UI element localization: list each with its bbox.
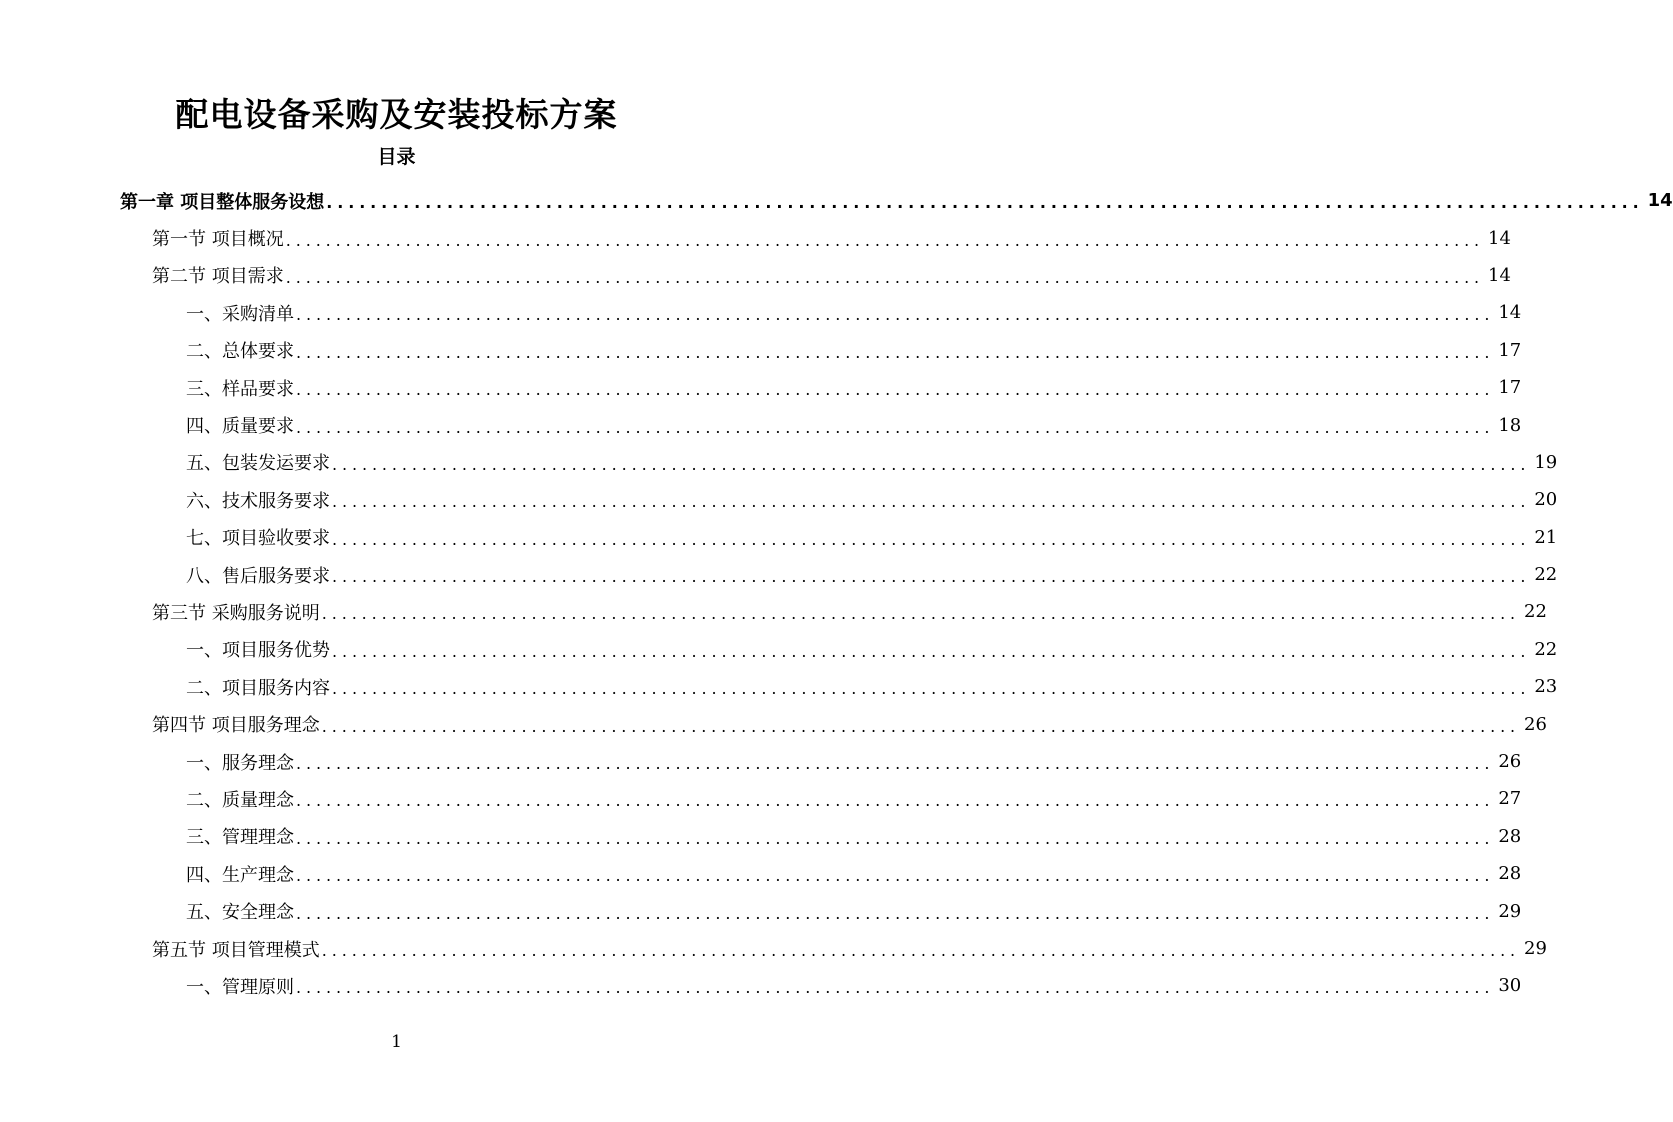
toc-entry[interactable] bbox=[0, 855, 1522, 892]
toc-entry-page: 29 bbox=[1498, 900, 1522, 922]
document-title: 配电设备采购及安装投标方案 bbox=[175, 95, 618, 134]
toc-dot-leader: ........................................................................................................................ bbox=[296, 828, 1495, 848]
toc-entry[interactable] bbox=[0, 332, 1522, 369]
toc-dot-leader: ........................................................................................................................ bbox=[296, 866, 1495, 886]
toc-dot-leader: ........................................................................................................................ bbox=[296, 417, 1495, 437]
toc-entry[interactable] bbox=[0, 444, 1558, 481]
toc-entry-label: 一、管理原则 bbox=[186, 973, 296, 999]
toc-entry[interactable] bbox=[0, 182, 1673, 219]
toc-entry-page: 14 bbox=[1488, 227, 1511, 249]
toc-entry-label: 一、采购清单 bbox=[186, 300, 296, 326]
toc-dot-leader: ........................................................................................................................ bbox=[332, 641, 1531, 661]
toc-entry[interactable] bbox=[0, 780, 1522, 817]
toc-dot-leader: ........................................................................................................................ bbox=[296, 380, 1495, 400]
toc-dot-leader: ........................................................................................................................ bbox=[285, 267, 1485, 287]
toc-entry-page: 26 bbox=[1498, 751, 1522, 773]
toc-entry-label: 三、管理理念 bbox=[186, 823, 296, 849]
toc-entry-label: 五、包装发运要求 bbox=[186, 449, 332, 475]
toc-entry-label: 第三节 采购服务说明 bbox=[152, 599, 322, 625]
toc-dot-leader: ........................................................................................................................ bbox=[296, 791, 1495, 811]
toc-entry[interactable] bbox=[0, 519, 1558, 556]
toc-entry-label: 六、技术服务要求 bbox=[186, 487, 332, 513]
toc-entry-page: 22 bbox=[1534, 638, 1558, 660]
toc-entry-page: 27 bbox=[1498, 788, 1522, 810]
toc-entry[interactable] bbox=[0, 705, 1547, 742]
toc-dot-leader: ........................................................................................................................ bbox=[332, 679, 1531, 699]
toc-entry[interactable] bbox=[0, 818, 1522, 855]
toc-entry-page: 22 bbox=[1524, 601, 1547, 623]
toc-dot-leader: ........................................................................................................................ bbox=[332, 567, 1531, 587]
toc-entry[interactable] bbox=[0, 892, 1522, 929]
toc-entry-label: 第一章 项目整体服务设想 bbox=[120, 188, 326, 214]
toc-dot-leader: ........................................................................................................................ bbox=[296, 342, 1495, 362]
toc-dot-leader: ........................................................................................................................ bbox=[326, 193, 1644, 213]
toc-entry-page: 17 bbox=[1498, 339, 1522, 361]
toc-entry-label: 第二节 项目需求 bbox=[152, 262, 286, 288]
toc-entry[interactable] bbox=[0, 668, 1558, 705]
toc-entry-page: 20 bbox=[1534, 489, 1558, 511]
toc-dot-leader: ........................................................................................................................ bbox=[296, 305, 1495, 325]
toc-entry-label: 第一节 项目概况 bbox=[152, 225, 286, 251]
toc-entry-label: 二、项目服务内容 bbox=[186, 674, 332, 700]
toc-entry-page: 22 bbox=[1534, 564, 1558, 586]
toc-entry-label: 八、售后服务要求 bbox=[186, 562, 332, 588]
toc-heading: 目录 bbox=[377, 146, 416, 168]
toc-entry[interactable] bbox=[0, 556, 1558, 593]
toc-entry-page: 14 bbox=[1498, 302, 1522, 324]
toc-entry-page: 21 bbox=[1534, 526, 1558, 548]
toc-entry-page: 29 bbox=[1524, 938, 1547, 959]
toc-entry-page: 14 bbox=[1488, 264, 1511, 286]
page-number: 1 bbox=[391, 1032, 402, 1052]
toc-entry-label: 二、总体要求 bbox=[186, 337, 296, 363]
toc-entry[interactable] bbox=[0, 481, 1558, 518]
toc-entry-page: 14 bbox=[1647, 190, 1673, 212]
toc-dot-leader: ........................................................................................................................ bbox=[321, 941, 1521, 960]
toc-entry[interactable] bbox=[0, 257, 1511, 294]
toc-dot-leader: ........................................................................................................................ bbox=[296, 903, 1495, 923]
toc-dot-leader: ........................................................................................................................ bbox=[296, 978, 1495, 998]
toc-entry-label: 五、安全理念 bbox=[186, 898, 296, 924]
toc-entry-label: 一、项目服务优势 bbox=[186, 636, 332, 662]
toc-entry-label: 第五节 项目管理模式 bbox=[152, 936, 322, 962]
toc-dot-leader: ........................................................................................................................ bbox=[296, 754, 1495, 774]
toc-entry[interactable] bbox=[0, 631, 1558, 668]
toc-dot-leader: ........................................................................................................................ bbox=[332, 454, 1531, 474]
toc-dot-leader: ........................................................................................................................ bbox=[321, 604, 1521, 624]
toc-dot-leader: ........................................................................................................................ bbox=[332, 529, 1531, 549]
toc-dot-leader: ........................................................................................................................ bbox=[285, 230, 1485, 250]
toc-entry[interactable] bbox=[0, 593, 1547, 630]
toc-entry[interactable] bbox=[0, 930, 1547, 967]
toc-entry-label: 二、质量理念 bbox=[186, 786, 296, 812]
toc-entry-page: 28 bbox=[1498, 825, 1522, 847]
toc-entry[interactable] bbox=[0, 406, 1522, 443]
toc-entry-label: 一、服务理念 bbox=[186, 749, 296, 775]
toc-entry-label: 七、项目验收要求 bbox=[186, 524, 332, 550]
toc-entry-label: 四、生产理念 bbox=[186, 861, 296, 887]
toc-entry-page: 30 bbox=[1498, 975, 1522, 997]
toc-entry[interactable] bbox=[0, 369, 1522, 406]
toc-entry-label: 四、质量要求 bbox=[186, 412, 296, 438]
toc-entry-label: 三、样品要求 bbox=[186, 375, 296, 401]
toc-entry[interactable] bbox=[0, 294, 1522, 331]
toc-entry[interactable] bbox=[0, 967, 1522, 1004]
toc-entry[interactable] bbox=[0, 743, 1522, 780]
toc-entry-page: 26 bbox=[1524, 713, 1547, 735]
toc-entry-page: 23 bbox=[1534, 676, 1558, 698]
toc-entry-page: 19 bbox=[1534, 451, 1558, 473]
toc-dot-leader: ........................................................................................................................ bbox=[332, 492, 1531, 512]
toc-entry-page: 18 bbox=[1498, 414, 1522, 436]
table-of-contents bbox=[0, 182, 1673, 1005]
toc-entry[interactable] bbox=[0, 219, 1511, 256]
toc-entry-label: 第四节 项目服务理念 bbox=[152, 711, 322, 737]
toc-entry-page: 28 bbox=[1498, 863, 1522, 885]
toc-dot-leader: ........................................................................................................................ bbox=[321, 716, 1521, 736]
toc-entry-page: 17 bbox=[1498, 377, 1522, 399]
